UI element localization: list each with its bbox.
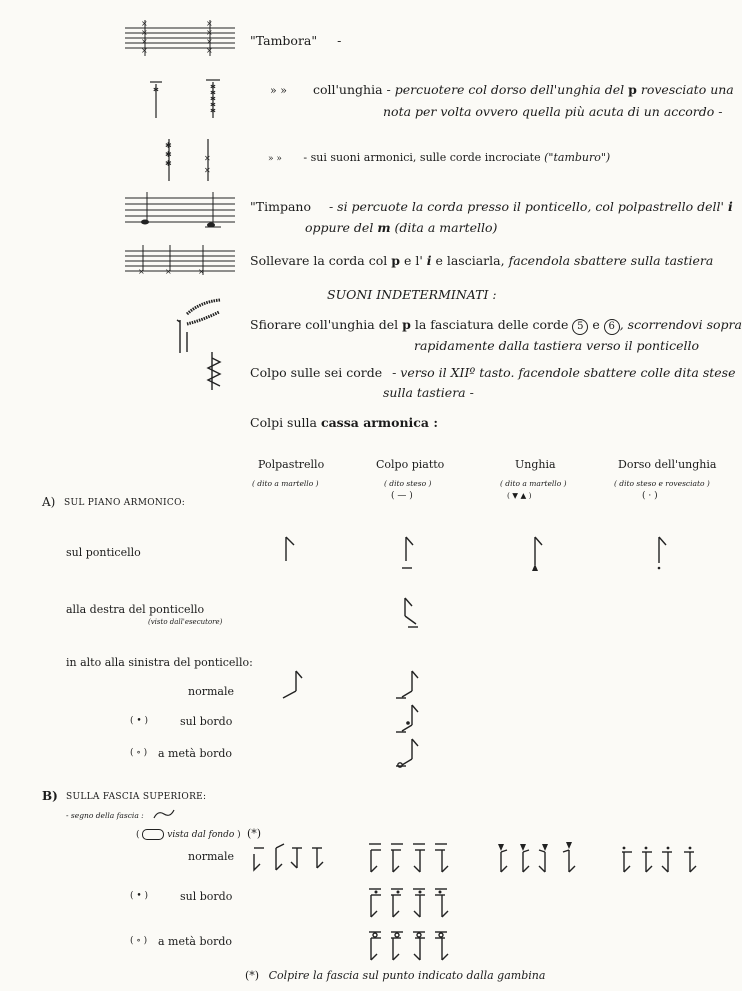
armonici-line: » » - sui suoni armonici, sulle corde incrociate ("tamburo") [268, 151, 611, 164]
header-dorso-unghia-sym: ( · ) [642, 491, 658, 501]
header-colpo-piatto-sym: ( — ) [391, 491, 413, 501]
row-sul-ponticello: sul ponticello [66, 546, 141, 559]
svg-text:✱: ✱ [210, 95, 216, 103]
svg-text:✕: ✕ [204, 166, 211, 175]
row-a-meta: a metà bordo [158, 747, 233, 760]
row-alla-sinistra: in alto alla sinistra del ponticello: [66, 656, 253, 669]
asterisk-marker: (*) [247, 827, 262, 840]
svg-text:×: × [206, 28, 213, 37]
sfiorare-notation [175, 298, 225, 356]
svg-text:×: × [141, 46, 148, 55]
header-unghia-sym: ( ▼ ▲ ) [507, 491, 532, 500]
header-colpo-piatto-sub: ( dito steso ) [384, 479, 432, 488]
armonici-notation [160, 135, 220, 183]
tambora-label: "Tambora" - [250, 33, 342, 48]
sfiorare-line-2: rapidamente dalla tastiera verso il ponticello [414, 338, 699, 353]
tambora-staff-notation [125, 18, 235, 60]
sym-ponticello-dorso [654, 533, 670, 571]
svg-text:×: × [198, 267, 205, 276]
timpano-line-1: "Timpano - si percuote la corda presso il ponticello, col polpastrello dell' i [250, 199, 733, 214]
header-dorso-unghia: Dorso dell'unghia [618, 458, 717, 471]
header-polpastrello: Polpastrello [258, 458, 325, 471]
row-b-meta-sym: ( ∘ ) [130, 936, 148, 946]
header-dorso-unghia-sub: ( dito steso e rovesciato ) [614, 479, 710, 488]
unghia-line-1: » » coll'unghia - percuotere col dorso dell'unghia del p rovesciato una [270, 82, 734, 97]
timpano-line-2: oppure del m (dita a martello) [305, 220, 498, 235]
svg-text:×: × [141, 28, 148, 37]
svg-text:×: × [206, 46, 213, 55]
sym-b-normale-dorso [618, 840, 708, 882]
timpano-staff-notation [125, 192, 235, 232]
fascia-sign-icon [152, 808, 176, 820]
section-a-title: SUL PIANO ARMONICO: [64, 498, 186, 508]
sym-b-bordo-colpo-piatto [367, 885, 457, 923]
svg-text:✱: ✱ [210, 107, 216, 115]
unghia-notation [148, 78, 228, 120]
vista-fondo-label: ( vista dal fondo ) [136, 830, 241, 840]
row-a-bordo-sym: ( • ) [130, 716, 149, 726]
colpo-line-1: Colpo sulle sei corde - verso il XIIº tasto. facendole sbattere colle dita stese [250, 365, 736, 380]
row-b-bordo-sym: ( • ) [130, 891, 149, 901]
sym-ponticello-colpo-piatto [401, 533, 419, 571]
sym-destra-colpo-piatto [400, 594, 422, 630]
sollevare-line: Sollevare la corda col p e l' i e lasciarla, facendola sbattere sulla tastiera [250, 253, 714, 268]
circle-6-icon: 6 [604, 319, 620, 335]
footnote: (*) Colpire la fascia sul punto indicato dalla gambina [245, 969, 546, 982]
svg-text:✱: ✱ [210, 83, 216, 91]
header-colpo-piatto: Colpo piatto [376, 458, 445, 471]
sym-sinistra-colpo-piatto-normale [394, 667, 422, 701]
row-alla-destra: alla destra del ponticello [66, 603, 205, 616]
sym-b-normale-polpastrello [252, 840, 332, 880]
row-b-meta: a metà bordo [158, 935, 233, 948]
section-a-letter: A) [42, 495, 56, 509]
segno-fascia-label: - segno della fascia : [66, 811, 144, 820]
header-unghia-sub: ( dito a martello ) [500, 479, 567, 488]
row-a-meta-sym: ( ∘ ) [130, 748, 148, 758]
svg-text:✱: ✱ [210, 89, 216, 97]
row-a-normale: normale [188, 685, 234, 698]
row-a-bordo: sul bordo [180, 715, 233, 728]
svg-text:×: × [138, 267, 145, 276]
sym-sinistra-polpastrello [280, 667, 304, 701]
section-b-letter: B) [42, 789, 58, 803]
svg-text:✕: ✕ [204, 154, 211, 163]
circle-5-icon: 5 [572, 319, 588, 335]
svg-text:×: × [206, 19, 213, 28]
svg-text:✱: ✱ [153, 86, 159, 94]
svg-text:×: × [141, 19, 148, 28]
svg-text:×: × [206, 37, 213, 46]
row-b-normale: normale [188, 850, 234, 863]
sym-ponticello-polpastrello [283, 533, 297, 563]
section-title-suoni-indeterminati: SUONI INDETERMINATI : [327, 287, 497, 302]
sym-ponticello-unghia [530, 533, 546, 573]
sym-b-meta-colpo-piatto [367, 928, 457, 968]
sym-sinistra-colpo-piatto-bordo [394, 701, 422, 737]
colpi-cassa-heading: Colpi sulla cassa armonica : [250, 415, 438, 430]
svg-text:✱: ✱ [210, 101, 216, 109]
section-b-title: SULLA FASCIA SUPERIORE: [66, 792, 207, 802]
colpo-line-2: sulla tastiera - [383, 385, 474, 400]
row-b-bordo: sul bordo [180, 890, 233, 903]
sfiorare-line-1: Sfiorare coll'unghia del p la fasciatura delle corde 5 e 6 , scorrendovi sopra [250, 319, 742, 335]
unghia-line-2: nota per volta ovvero quella più acuta di un accordo - [383, 104, 723, 119]
svg-text:✱: ✱ [165, 141, 172, 150]
svg-text:×: × [141, 37, 148, 46]
header-unghia: Unghia [515, 458, 556, 471]
sollevare-staff-notation [125, 245, 235, 279]
guitar-body-icon [142, 829, 164, 840]
sym-sinistra-colpo-piatto-meta [394, 735, 422, 771]
sym-b-normale-colpo-piatto [367, 840, 457, 882]
row-alla-destra-sub: (visto dall'esecutore) [148, 618, 223, 626]
svg-text:✱: ✱ [165, 159, 172, 168]
svg-text:×: × [165, 267, 172, 276]
header-polpastrello-sub: ( dito a martello ) [252, 479, 319, 488]
svg-text:✱: ✱ [165, 150, 172, 159]
sym-b-normale-unghia [495, 838, 585, 882]
colpo-sei-corde-notation [200, 350, 230, 394]
